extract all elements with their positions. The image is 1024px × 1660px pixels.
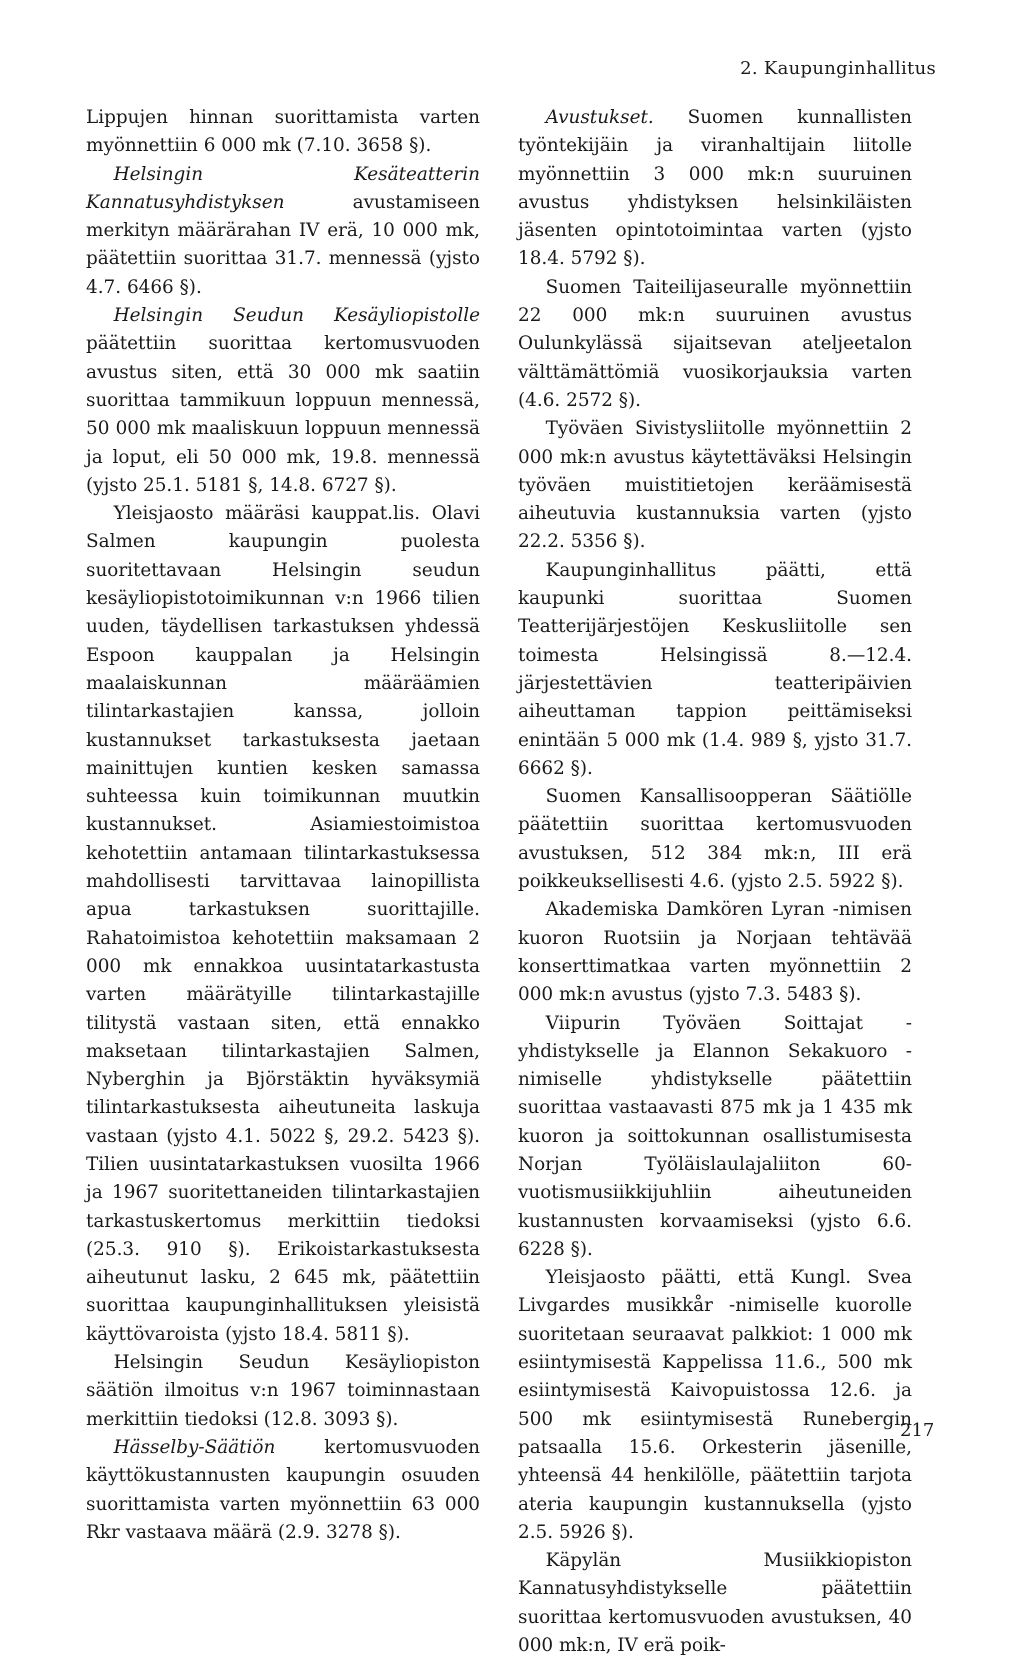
- paragraph: [518, 104, 912, 274]
- paragraph: [518, 1264, 912, 1547]
- paragraph-text: Yleisjaosto määräsi kauppat.lis. Olavi Salmen kaupungin puolesta suoritettavaan Helsingin seudun kesäyliopistotoimikunnan v:n 1966 tilien uuden, täydellisen tarkastuksen yhdessä Espoon kauppalan ja Helsingin maalaiskunnan määräämien tilintarkastajien kanssa, jolloin kustannukset tarkastuksesta jaetaan mainittujen kuntien kesken samassa suhteessa kuin toimikunnan muutkin kustannukset. Asiamiestoimistoa kehotettiin antamaan tilintarkastuksessa mahdollisesti tarvittavaa lainopillista apua tarkastuksen suorittajille. Rahatoimistoa kehotettiin maksamaan 2 000 mk ennakkoa uusintatarkastusta varten määrätyille tilintarkastajille tilitystä vastaan siten, että ennakko maksetaan tilintarkastajien Salmen, Nyberghin ja Björstäktin hyväksymiä tilintarkastuksesta aiheutuneita laskuja vastaan (yjsto 4.1. 5022 §, 29.2. 5423 §). Tilien uusintatarkastuksen vuosilta 1966 ja 1967 suoritettaneiden tilintarkastajien tarkastuskertomus merkittiin tiedoksi (25.3. 910 §). Erikoistarkastuksesta aiheutunut lasku, 2 645 mk, päätettiin suorittaa kaupunginhallituksen yleisistä käyttövaroista (yjsto 18.4. 5811 §).: [86, 503, 480, 1345]
- paragraph: [518, 557, 912, 783]
- paragraph-text: päätettiin suorittaa kertomusvuoden avustus siten, että 30 000 mk saatiin suorittaa tammikuun loppuun mennessä, 50 000 mk maaliskuun loppuun mennessä ja loput, eli 50 000 mk, 19.8. mennessä (yjsto 25.1. 5181 §, 14.8. 6727 §).: [86, 333, 480, 496]
- paragraph: [518, 896, 912, 1009]
- paragraph: [86, 104, 480, 161]
- paragraph-text: Suomen Kansallisoopperan Säätiölle päätettiin suorittaa kertomusvuoden avustuksen, 512 384 mk:n, III erä poikkeuksellisesti 4.6. (yjsto 2.5. 5922 §).: [518, 786, 912, 893]
- page-number: 217: [900, 1420, 935, 1441]
- italic-lead: Avustukset.: [545, 107, 654, 128]
- paragraph: [518, 415, 912, 556]
- italic-lead: Helsingin Kesäteatterin Kannatusyhdistyksen: [86, 163, 480, 213]
- paragraph: [518, 274, 912, 415]
- paragraph-text: Yleisjaosto päätti, että Kungl. Svea Livgardes musikkår -nimiselle kuorolle suoritetaan seuraavat palkkiot: 1 000 mk esiintymisestä Kappelissa 11.6., 500 mk esiintymisestä Kaivopuistossa 12.6. ja 500 mk esiintymisestä Runebergin patsaalla 15.6. Orkesterin jäsenille, yhteensä 44 henkilölle, päätettiin tarjota ateria kaupungin kustannuksella (yjsto 2.5. 5926 §).: [518, 1267, 912, 1543]
- paragraph: [86, 302, 480, 500]
- paragraph-text: kertomusvuoden käyttökustannusten kaupungin osuuden suorittamista varten myönnettiin 63 000 Rkr vastaava määrä (2.9. 3278 §).: [86, 1436, 480, 1543]
- running-header: 2. Kaupunginhallitus: [740, 58, 936, 79]
- left-column: [86, 104, 480, 1547]
- italic-lead: Hässelby-Säätiön: [113, 1436, 276, 1458]
- paragraph-text: Suomen kunnallisten työntekijäin ja viranhaltijain liitolle myönnettiin 3 000 mk:n suuruinen avustus yhdistyksen helsinkiläisten jäsenten opintotoimintaa varten (yjsto 18.4. 5792 §).: [518, 107, 912, 270]
- right-column: [518, 104, 912, 1660]
- paragraph-text: Helsingin Seudun Kesäyliopiston säätiön ilmoitus v:n 1967 toiminnastaan merkittiin tiedoksi (12.8. 3093 §).: [86, 1352, 480, 1430]
- paragraph: [518, 1010, 912, 1265]
- paragraph: [86, 1349, 480, 1434]
- paragraph-text: Kaupunginhallitus päätti, että kaupunki suorittaa Suomen Teatterijärjestöjen Keskusliitolle sen toimesta Helsingissä 8.—12.4. järjestettävien teatteripäivien aiheuttaman tappion peittämiseksi enintään 5 000 mk (1.4. 989 §, yjsto 31.7. 6662 §).: [518, 559, 912, 779]
- paragraph-text: avustamiseen merkityn määrärahan IV erä, 10 000 mk, päätettiin suorittaa 31.7. mennessä (yjsto 4.7. 6466 §).: [86, 191, 480, 298]
- paragraph: [86, 500, 480, 1349]
- italic-lead: Helsingin Seudun Kesäyliopistolle: [113, 305, 480, 327]
- paragraph-text: Työväen Sivistysliitolle myönnettiin 2 000 mk:n avustus käytettäväksi Helsingin työväen muistitietojen keräämisestä aiheutuvia kustannuksia varten (yjsto 22.2. 5356 §).: [518, 418, 912, 553]
- paragraph: [86, 1434, 480, 1547]
- paragraph-text: Suomen Taiteilijaseuralle myönnettiin 22 000 mk:n suuruinen avustus Oulunkylässä sijaitsevan ateljeetalon välttämättömiä vuosikorjauksia varten (4.6. 2572 §).: [518, 276, 912, 411]
- paragraph-text: Akademiska Damkören Lyran -nimisen kuoron Ruotsiin ja Norjaan tehtävää konserttimatkaa varten myönnettiin 2 000 mk:n avustus (yjsto 7.3. 5483 §).: [518, 899, 912, 1006]
- paragraph: [86, 161, 480, 302]
- paragraph: [518, 783, 912, 896]
- paragraph: [518, 1547, 912, 1660]
- paragraph-text: Lippujen hinnan suorittamista varten myönnettiin 6 000 mk (7.10. 3658 §).: [86, 107, 480, 157]
- paragraph-text: Käpylän Musiikkiopiston Kannatusyhdistykselle päätettiin suorittaa kertomusvuoden avustuksen, 40 000 mk:n, IV erä poik-: [518, 1550, 912, 1657]
- paragraph-text: Viipurin Työväen Soittajat -yhdistykselle ja Elannon Sekakuoro -nimiselle yhdistykselle päätettiin suorittaa vastaavasti 875 mk ja 1 435 mk kuoron ja soittokunnan osallistumisesta Norjan Työläislaulajaliiton 60-vuotismusiikkijuhliin aiheutuneiden kustannusten korvaamiseksi (yjsto 6.6. 6228 §).: [518, 1012, 912, 1260]
